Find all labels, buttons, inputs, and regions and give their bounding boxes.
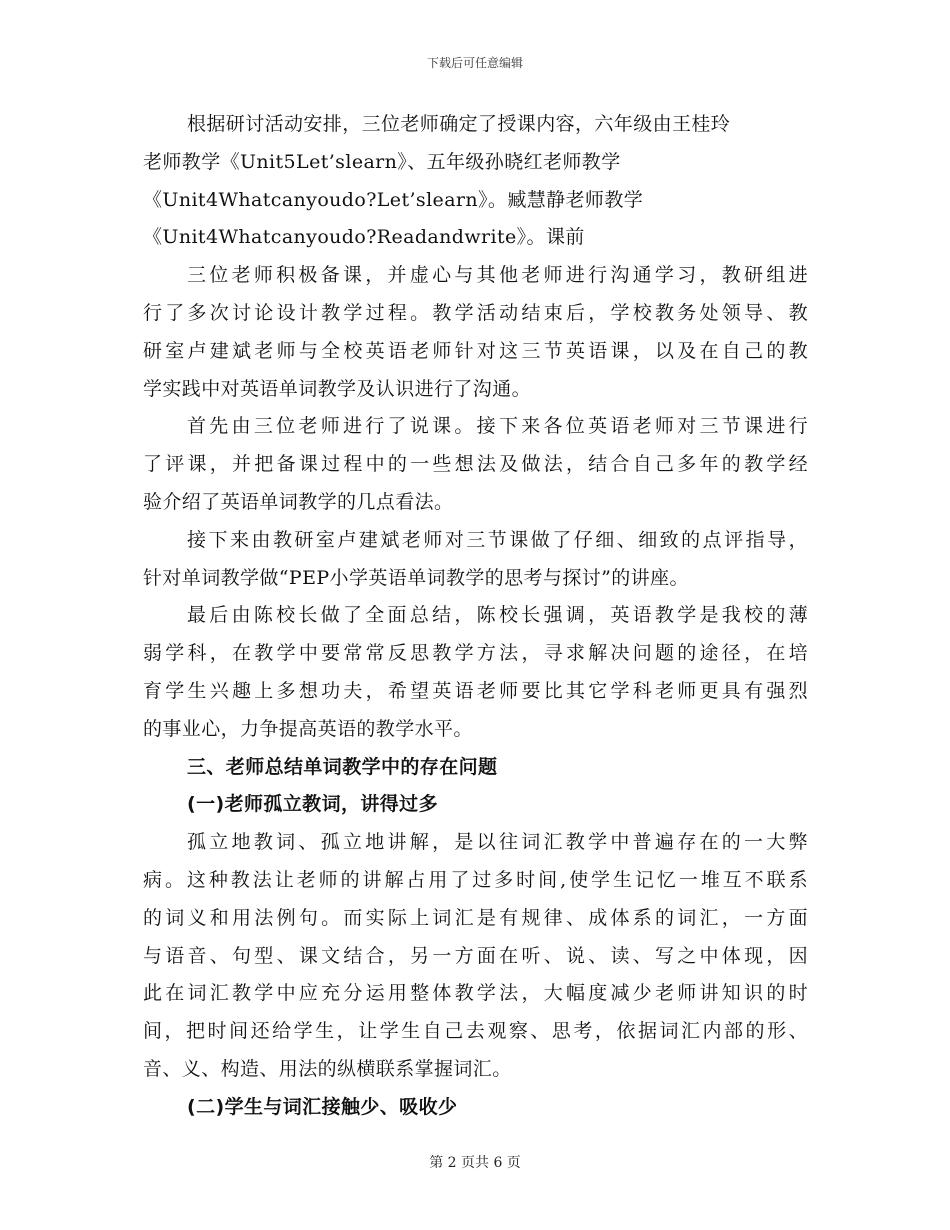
paragraph-line: 音、义、构造、用法的纵横联系掌握词汇。 — [143, 1057, 512, 1080]
paragraph-line: 《Unit4Whatcanyoudo?Readandwrite》。课前 — [143, 226, 585, 249]
document-body — [143, 106, 808, 1127]
paragraph-line: 行了多次讨论设计教学过程。教学活动结束后，学校教务处领导、教 — [143, 301, 808, 324]
paragraph-line: 的词义和用法例句。而实际上词汇是有规律、成体系的词汇，一方面 — [143, 906, 808, 929]
paragraph-line: 老师教学《Unit5Let’slearn》、五年级孙晓红老师教学 — [143, 150, 621, 173]
subsection-heading: (二)学生与词汇接触少、吸收少 — [187, 1095, 458, 1118]
page-number-footer: 第 2 页共 6 页 — [429, 1155, 521, 1171]
paragraph-line: 三位老师积极备课，并虚心与其他老师进行沟通学习，教研组进 — [187, 264, 808, 287]
section-heading: 三、老师总结单词教学中的存在问题 — [187, 755, 498, 778]
paragraph-line: 根据研讨活动安排，三位老师确定了授课内容，六年级由王桂玲 — [187, 113, 731, 135]
page-header: 下载后可任意编辑 — [426, 56, 523, 70]
paragraph-line: 此在词汇教学中应充分运用整体教学法，大幅度减少老师讲知识的时 — [143, 982, 808, 1005]
paragraph-line: 孤立地教词、孤立地讲解，是以往词汇教学中普遍存在的一大弊 — [187, 831, 808, 854]
paragraph-line: 接下来由教研室卢建斌老师对三节课做了仔细、细致的点评指导， — [187, 528, 808, 551]
paragraph-line: 学实践中对英语单词教学及认识进行了沟通。 — [143, 377, 532, 400]
paragraph-line: 间，把时间还给学生，让学生自己去观察、思考，依据词汇内部的形、 — [143, 1020, 808, 1043]
paragraph-line: 针对单词教学做“PEP小学英语单词教学的思考与探讨”的讲座。 — [143, 566, 689, 589]
subsection-heading: (一)老师孤立教词，讲得过多 — [187, 793, 438, 816]
paragraph-line: 与语音、句型、课文结合，另一方面在听、说、读、写之中体现，因 — [143, 944, 808, 967]
paragraph-line: 《Unit4Whatcanyoudo?Let’slearn》。臧慧静老师教学 — [143, 188, 644, 211]
paragraph-line: 弱学科，在教学中要常常反思教学方法，寻求解决问题的途径，在培 — [143, 642, 808, 665]
paragraph-line: 首先由三位老师进行了说课。接下来各位英语老师对三节课进行 — [187, 415, 808, 438]
paragraph-line: 研室卢建斌老师与全校英语老师针对这三节英语课，以及在自己的教 — [143, 339, 808, 362]
paragraph-line: 育学生兴趣上多想功夫，希望英语老师要比其它学科老师更具有强烈 — [143, 679, 808, 702]
paragraph-line: 最后由陈校长做了全面总结，陈校长强调，英语教学是我校的薄 — [187, 604, 808, 627]
paragraph-line: 的事业心，力争提高英语的教学水平。 — [143, 717, 473, 740]
paragraph-line: 验介绍了英语单词教学的几点看法。 — [143, 490, 454, 513]
paragraph-line: 了评课，并把备课过程中的一些想法及做法，结合自己多年的教学经 — [143, 453, 808, 476]
paragraph-line: 病。这种教法让老师的讲解占用了过多时间,使学生记忆一堆互不联系 — [143, 868, 808, 891]
